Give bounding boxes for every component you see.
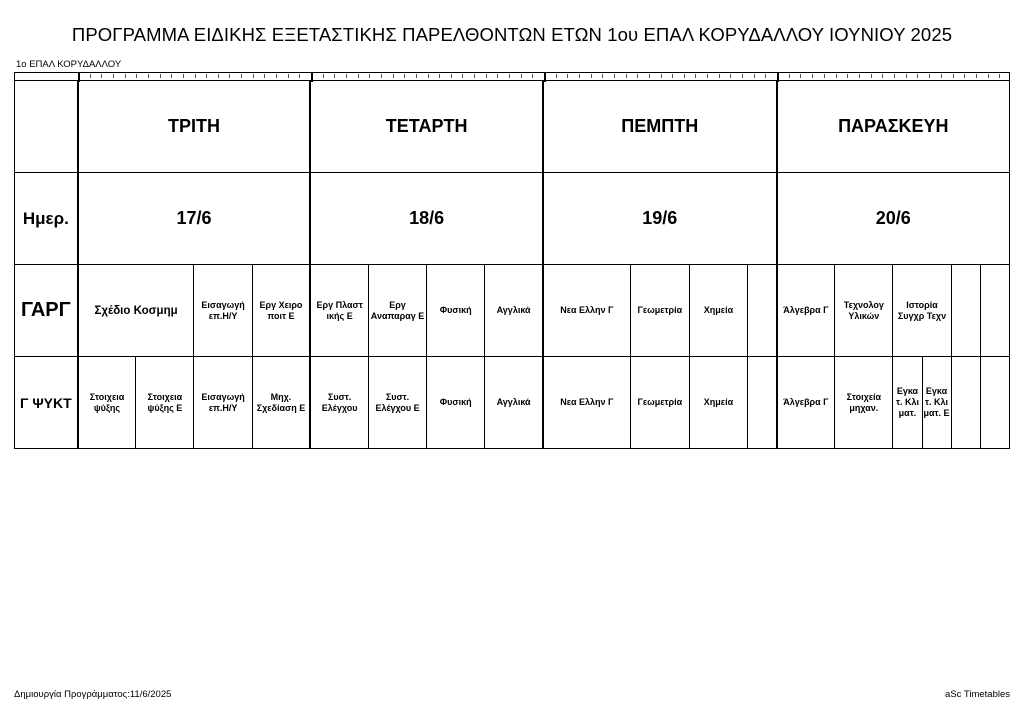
period-tick [637, 74, 638, 78]
period-tick [253, 74, 254, 78]
period-tick [334, 74, 335, 78]
period-tick [229, 74, 230, 78]
lesson-cell: Νεα Ελλην Γ [543, 357, 630, 449]
period-tick [462, 74, 463, 78]
lesson-cell: Συστ. Ελέγχου [310, 357, 368, 449]
period-tick [976, 74, 977, 78]
period-tick [567, 74, 568, 78]
lesson-cell: Εισαγωγή επ.Η/Υ [194, 357, 252, 449]
period-tick [381, 74, 382, 78]
period-tick [428, 74, 429, 78]
period-tick [649, 74, 650, 78]
period-tick [824, 74, 825, 78]
period-tick [882, 74, 883, 78]
lesson-cell: Εργ Χειρο ποιτ Ε [252, 265, 310, 357]
lesson-cell: Μηχ. Σχεδίαση Ε [252, 357, 310, 449]
day-row [15, 81, 1010, 173]
lesson-cell: Χημεία [689, 357, 747, 449]
page-title: ΠΡΟΓΡΑΜΜΑ ΕΙΔΙΚΗΣ ΕΞΕΤΑΣΤΙΚΗΣ ΠΑΡΕΛΘΟΝΤΩΝ ΕΤΩΝ 1ου ΕΠΑΛ ΚΟΡΥΔΑΛΛΟΥ ΙΟΥΝΙΟΥ 2025 [71, 24, 953, 45]
period-tick [299, 74, 300, 78]
lesson-cell: Στοιχεια ψύξης Ε [136, 357, 194, 449]
period-tick [486, 74, 487, 78]
date-friday: 20/6 [777, 173, 1010, 265]
lesson-cell: Εγκα τ. Κλι ματ. [893, 357, 922, 449]
period-tick [241, 74, 242, 78]
timetable [14, 80, 1010, 449]
lesson-cell: Γεωμετρία [630, 357, 689, 449]
period-tick [894, 74, 895, 78]
day-wednesday: ΤΕΤΑΡΤΗ [310, 81, 543, 173]
period-tick [707, 74, 708, 78]
empty-cell [980, 265, 1009, 357]
period-tick [626, 74, 627, 78]
period-tick [742, 74, 743, 78]
period-tick [661, 74, 662, 78]
period-tick [800, 74, 801, 78]
period-tick [999, 74, 1000, 78]
period-tick [90, 74, 91, 78]
period-tick [218, 74, 219, 78]
date-tuesday: 17/6 [78, 173, 311, 265]
period-tick [859, 74, 860, 78]
period-tick [532, 74, 533, 78]
period-tick [393, 74, 394, 78]
class-row-garg [15, 265, 1010, 357]
period-tick [812, 74, 813, 78]
period-tick [614, 74, 615, 78]
period-tick [439, 74, 440, 78]
date-row-label: Ημερ. [15, 173, 78, 265]
period-tick [288, 74, 289, 78]
lesson-cell: Στοιχεία μηχαν. [835, 357, 893, 449]
period-tick [451, 74, 452, 78]
lesson-cell: Αγγλικά [485, 357, 543, 449]
period-tick [264, 74, 265, 78]
period-tick [602, 74, 603, 78]
period-tick [276, 74, 277, 78]
period-tick [906, 74, 907, 78]
empty-cell [748, 265, 777, 357]
period-tick [789, 74, 790, 78]
lesson-cell: Τεχνολογ Υλικών [835, 265, 893, 357]
period-tick [358, 74, 359, 78]
school-name: 1ο ΕΠΑΛ ΚΟΡΥΔΑΛΛΟΥ [16, 59, 122, 70]
period-tick [346, 74, 347, 78]
period-tick [497, 74, 498, 78]
day-tuesday: ΤΡΙΤΗ [78, 81, 311, 173]
lesson-cell: Εισαγωγή επ.Η/Υ [194, 265, 252, 357]
period-tick [929, 74, 930, 78]
lesson-cell: Νεα Ελλην Γ [543, 265, 630, 357]
lesson-cell: Εγκα τ. Κλι ματ. Ε [922, 357, 951, 449]
date-row [15, 173, 1010, 265]
lesson-cell: Άλγεβρα Γ [777, 357, 835, 449]
period-tick [964, 74, 965, 78]
created-date: Δημιουργία Προγράμματος:11/6/2025 [14, 689, 172, 700]
lesson-cell: Συστ. Ελέγχου Ε [368, 357, 426, 449]
period-tick [323, 74, 324, 78]
period-tick [416, 74, 417, 78]
period-tick [730, 74, 731, 78]
class-label-garg: ΓΑΡΓ [15, 265, 78, 357]
period-tick [113, 74, 114, 78]
period-tick [765, 74, 766, 78]
empty-cell [951, 265, 980, 357]
day-friday: ΠΑΡΑΣΚΕΥΗ [777, 81, 1010, 173]
period-tick [847, 74, 848, 78]
class-row-psykt [15, 357, 1010, 449]
period-tick [148, 74, 149, 78]
period-tick [591, 74, 592, 78]
period-tick [672, 74, 673, 78]
period-tick [695, 74, 696, 78]
lesson-cell: Χημεία [689, 265, 747, 357]
class-label-psykt: Γ ΨΥΚΤ [15, 357, 78, 449]
period-tick [836, 74, 837, 78]
lesson-cell: Εργ Πλαστ ικής Ε [310, 265, 368, 357]
period-tick [579, 74, 580, 78]
lesson-cell: Σχέδιο Κοσμημ [78, 265, 194, 357]
period-tick [195, 74, 196, 78]
period-tick [521, 74, 522, 78]
lesson-cell: Αγγλικά [485, 265, 543, 357]
period-tick [136, 74, 137, 78]
lesson-cell: Ιστορία Συγχρ Τεχν [893, 265, 951, 357]
period-tick [125, 74, 126, 78]
period-tick [684, 74, 685, 78]
day-thursday: ΠΕΜΠΤΗ [543, 81, 777, 173]
period-tick [160, 74, 161, 78]
period-tick [369, 74, 370, 78]
period-tick [719, 74, 720, 78]
period-tick [171, 74, 172, 78]
corner-cell [15, 81, 78, 173]
lesson-cell: Φυσική [427, 357, 485, 449]
period-tick [101, 74, 102, 78]
period-tick [941, 74, 942, 78]
period-tick [871, 74, 872, 78]
empty-cell [980, 357, 1009, 449]
lesson-cell: Φυσική [427, 265, 485, 357]
brand-label: aSc Timetables [945, 689, 1010, 700]
period-tick [474, 74, 475, 78]
lesson-cell: Εργ Αναπαραγ Ε [368, 265, 426, 357]
period-tick [917, 74, 918, 78]
period-tick [183, 74, 184, 78]
date-thursday: 19/6 [543, 173, 777, 265]
empty-cell [951, 357, 980, 449]
date-wednesday: 18/6 [310, 173, 543, 265]
period-tick [556, 74, 557, 78]
period-tick [206, 74, 207, 78]
period-tick [754, 74, 755, 78]
period-tick [988, 74, 989, 78]
period-tick [404, 74, 405, 78]
lesson-cell: Στοιχεια ψύξης [78, 357, 136, 449]
period-tick [509, 74, 510, 78]
empty-cell [748, 357, 777, 449]
period-tick [953, 74, 954, 78]
lesson-cell: Άλγεβρα Γ [777, 265, 835, 357]
lesson-cell: Γεωμετρία [630, 265, 689, 357]
